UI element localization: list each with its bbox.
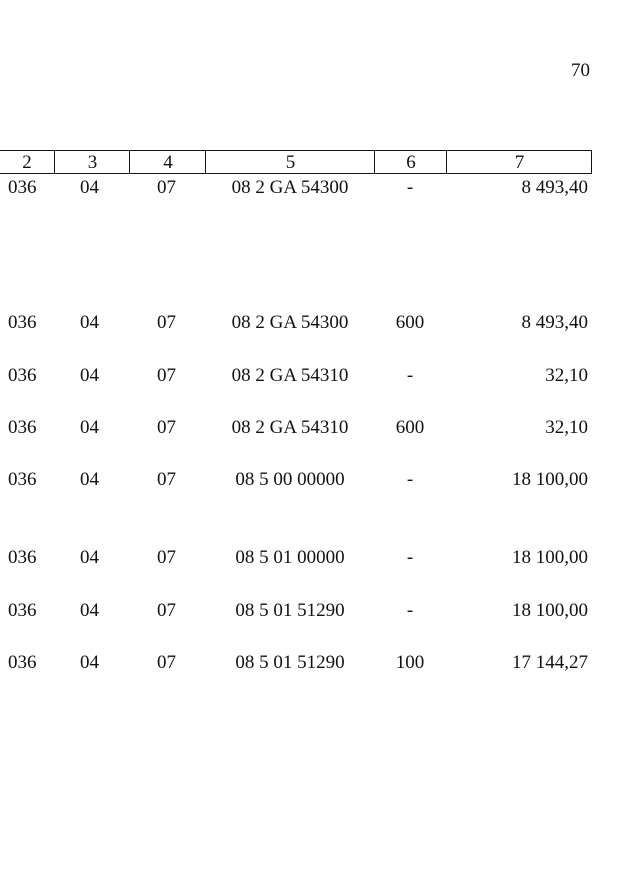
cell-col-5: 08 5 01 51290 (235, 652, 345, 673)
cell-col-2: 036 (8, 469, 37, 490)
table-row (0, 546, 592, 570)
cell-col-3: 04 (80, 469, 99, 490)
table-header (0, 150, 592, 174)
cell-col-5: 08 2 GA 54310 (231, 417, 349, 438)
cell-col-6: - (406, 365, 414, 386)
cell-col-4: 07 (157, 177, 176, 198)
cell-col-2: 036 (8, 365, 37, 386)
header-col-7: 7 (446, 151, 592, 173)
table-row (0, 468, 592, 492)
cell-col-3: 04 (80, 177, 99, 198)
cell-col-4: 07 (157, 652, 176, 673)
cell-col-6: - (406, 600, 414, 621)
cell-col-2: 036 (8, 652, 37, 673)
cell-col-4: 07 (157, 547, 176, 568)
cell-col-3: 04 (80, 417, 99, 438)
cell-col-5: 08 2 GA 54300 (231, 177, 349, 198)
table-row (0, 416, 592, 440)
header-col-4: 4 (129, 151, 206, 173)
cell-col-6: - (406, 547, 414, 568)
cell-col-3: 04 (80, 312, 99, 333)
cell-col-6: 100 (395, 652, 425, 673)
cell-col-6: 600 (395, 417, 425, 438)
cell-col-3: 04 (80, 652, 99, 673)
page-number: 70 (571, 60, 590, 81)
cell-col-3: 04 (80, 600, 99, 621)
table-row (0, 311, 592, 335)
cell-col-2: 036 (8, 600, 37, 621)
header-col-5: 5 (205, 151, 375, 173)
cell-col-2: 036 (8, 417, 37, 438)
cell-col-4: 07 (157, 365, 176, 386)
header-col-3: 3 (54, 151, 130, 173)
cell-col-3: 04 (80, 547, 99, 568)
cell-col-4: 07 (157, 600, 176, 621)
cell-col-4: 07 (157, 417, 176, 438)
cell-col-5: 08 5 01 51290 (235, 600, 345, 621)
header-col-6: 6 (374, 151, 447, 173)
cell-col-4: 07 (157, 312, 176, 333)
cell-col-7: 18 100,00 (512, 547, 588, 568)
table-row (0, 176, 592, 200)
table-row (0, 651, 592, 675)
cell-col-5: 08 5 01 00000 (235, 547, 345, 568)
cell-col-7: 8 493,40 (521, 177, 588, 198)
cell-col-7: 18 100,00 (512, 600, 588, 621)
cell-col-5: 08 2 GA 54300 (231, 312, 349, 333)
cell-col-6: 600 (395, 312, 425, 333)
cell-col-5: 08 2 GA 54310 (231, 365, 349, 386)
cell-col-7: 17 144,27 (512, 652, 588, 673)
cell-col-7: 18 100,00 (512, 469, 588, 490)
cell-col-4: 07 (157, 469, 176, 490)
header-col-2: 2 (22, 151, 32, 173)
cell-col-7: 32,10 (545, 365, 588, 386)
table-row (0, 364, 592, 388)
table-row (0, 599, 592, 623)
cell-col-7: 32,10 (545, 417, 588, 438)
cell-col-2: 036 (8, 312, 37, 333)
cell-col-7: 8 493,40 (521, 312, 588, 333)
cell-col-6: - (406, 177, 414, 198)
cell-col-6: - (406, 469, 414, 490)
cell-col-5: 08 5 00 00000 (235, 469, 345, 490)
cell-col-2: 036 (8, 177, 37, 198)
cell-col-3: 04 (80, 365, 99, 386)
cell-col-2: 036 (8, 547, 37, 568)
